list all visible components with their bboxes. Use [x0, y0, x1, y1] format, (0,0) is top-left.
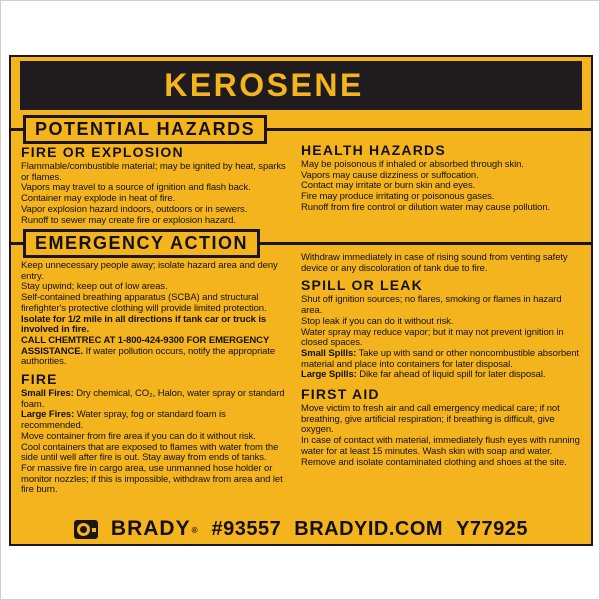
brady-logo-icon — [74, 520, 98, 539]
spill-or-leak-heading: SPILL OR LEAK — [301, 277, 423, 294]
paragraph: Large Spills: Dike far ahead of liquid spill for later disposal. — [301, 369, 546, 381]
first-aid-heading: FIRST AID — [301, 386, 380, 403]
paragraph: Stay upwind; keep out of low areas. — [21, 281, 168, 293]
paragraph: Isolate for 1/2 mile in all directions if tank car or truck is involved in fire. — [21, 313, 267, 336]
health-hazards-section — [301, 141, 583, 214]
brady-footer — [11, 517, 591, 541]
paragraph: Stop leak if you can do it without risk. — [301, 315, 454, 327]
section-heading: HEALTH HAZARDS — [301, 142, 446, 158]
paragraph: Cool containers that are exposed to flames with water from the side until well after fire is out. Stay away from ends of tanks. — [21, 441, 279, 464]
paragraph: Small Fires: Dry chemical, CO₂, Halon, water spray or standard foam. — [21, 388, 285, 410]
fire-or-explosion-section — [21, 143, 287, 226]
spill-and-first-aid-column — [301, 253, 583, 468]
product-name: KEROSENE — [164, 67, 364, 103]
horizontal-divider-rule — [260, 242, 591, 245]
paragraph: Fire may produce irritating or poisonous gases. — [301, 191, 495, 203]
paragraph: Move victim to fresh air and call emergency medical care; if not breathing, give artificial respiration; if breathing is difficult, give oxygen. — [301, 403, 560, 436]
paragraph: Container may explode in heat of fire. — [21, 193, 176, 205]
website: BRADYID.COM — [294, 517, 444, 540]
kerosene-hazard-label — [9, 55, 593, 546]
paragraph: Vapor explosion hazard indoors, outdoors or in sewers. — [21, 203, 248, 215]
paragraph: Remove and isolate contaminated clothing and shoes at the site. — [301, 456, 567, 468]
product-name-banner — [20, 61, 582, 110]
paragraph: Runoff to sewer may create fire or explosion hazard. — [21, 214, 236, 226]
paragraph: In case of contact with material, immediately flush eyes with running water for at least 15 minutes. Wash skin with soap and water. — [301, 435, 580, 457]
item-number: #93557 — [211, 517, 282, 540]
emergency-action-title: EMERGENCY ACTION — [23, 229, 260, 258]
left-connector-line — [11, 128, 23, 131]
potential-hazards-header-row — [11, 115, 591, 144]
paragraph: Contact may irritate or burn skin and eyes. — [301, 180, 476, 192]
paragraph: Keep unnecessary people away; isolate hazard area and deny entry. — [21, 260, 278, 282]
paragraph: Runoff from fire control or dilution water may cause pollution. — [301, 201, 551, 213]
registered-trademark-symbol: ® — [191, 526, 199, 535]
horizontal-divider-rule — [267, 128, 591, 131]
paragraph: Flammable/combustible material; may be ignited by heat, sparks or flames. — [21, 161, 286, 183]
emergency-action-section — [21, 261, 287, 496]
paragraph: Move container from fire area if you can do it without risk. — [21, 430, 256, 442]
paragraph: Small Spills: Take up with sand or other noncombustible absorbent material and place into containers for later disposal. — [301, 347, 579, 370]
left-connector-line — [11, 242, 23, 245]
section-heading: FIRE OR EXPLOSION — [21, 144, 184, 160]
model-number: Y77925 — [456, 517, 529, 540]
tank-fire-warning: Withdraw immediately in case of rising sound from venting safety device or any discoloration of tank due to fire. — [301, 252, 568, 274]
paragraph: May be poisonous if inhaled or absorbed through skin. — [301, 159, 524, 170]
brand-wordmark: BRADY ® — [110, 517, 199, 540]
paragraph: Vapors may travel to a source of ignition and flash back. — [21, 182, 251, 194]
paragraph: Vapors may cause dizziness or suffocation. — [301, 169, 479, 181]
paragraph: For massive fire in cargo area, use unmanned hose holder or monitor nozzles; if this is impossible, withdraw from area and let fire burn. — [21, 462, 283, 496]
paragraph: Water spray may reduce vapor; but it may not prevent ignition in closed spaces. — [301, 326, 564, 349]
paragraph: Large Fires: Water spray, fog or standard foam is recommended. — [21, 409, 226, 432]
potential-hazards-title: POTENTIAL HAZARDS — [23, 115, 267, 144]
paragraph: Self-contained breathing apparatus (SCBA) and structural firefighter's protective clothing will provide limited protection. — [21, 292, 267, 314]
fire-section-heading: FIRE — [21, 371, 58, 388]
paragraph: Shut off ignition sources; no flares, smoking or flames in hazard area. — [301, 294, 562, 317]
paragraph: CALL CHEMTREC AT 1-800-424-9300 FOR EMERGENCY ASSISTANCE. If water pollution occurs, notify the appropriate authorities. — [21, 334, 276, 368]
